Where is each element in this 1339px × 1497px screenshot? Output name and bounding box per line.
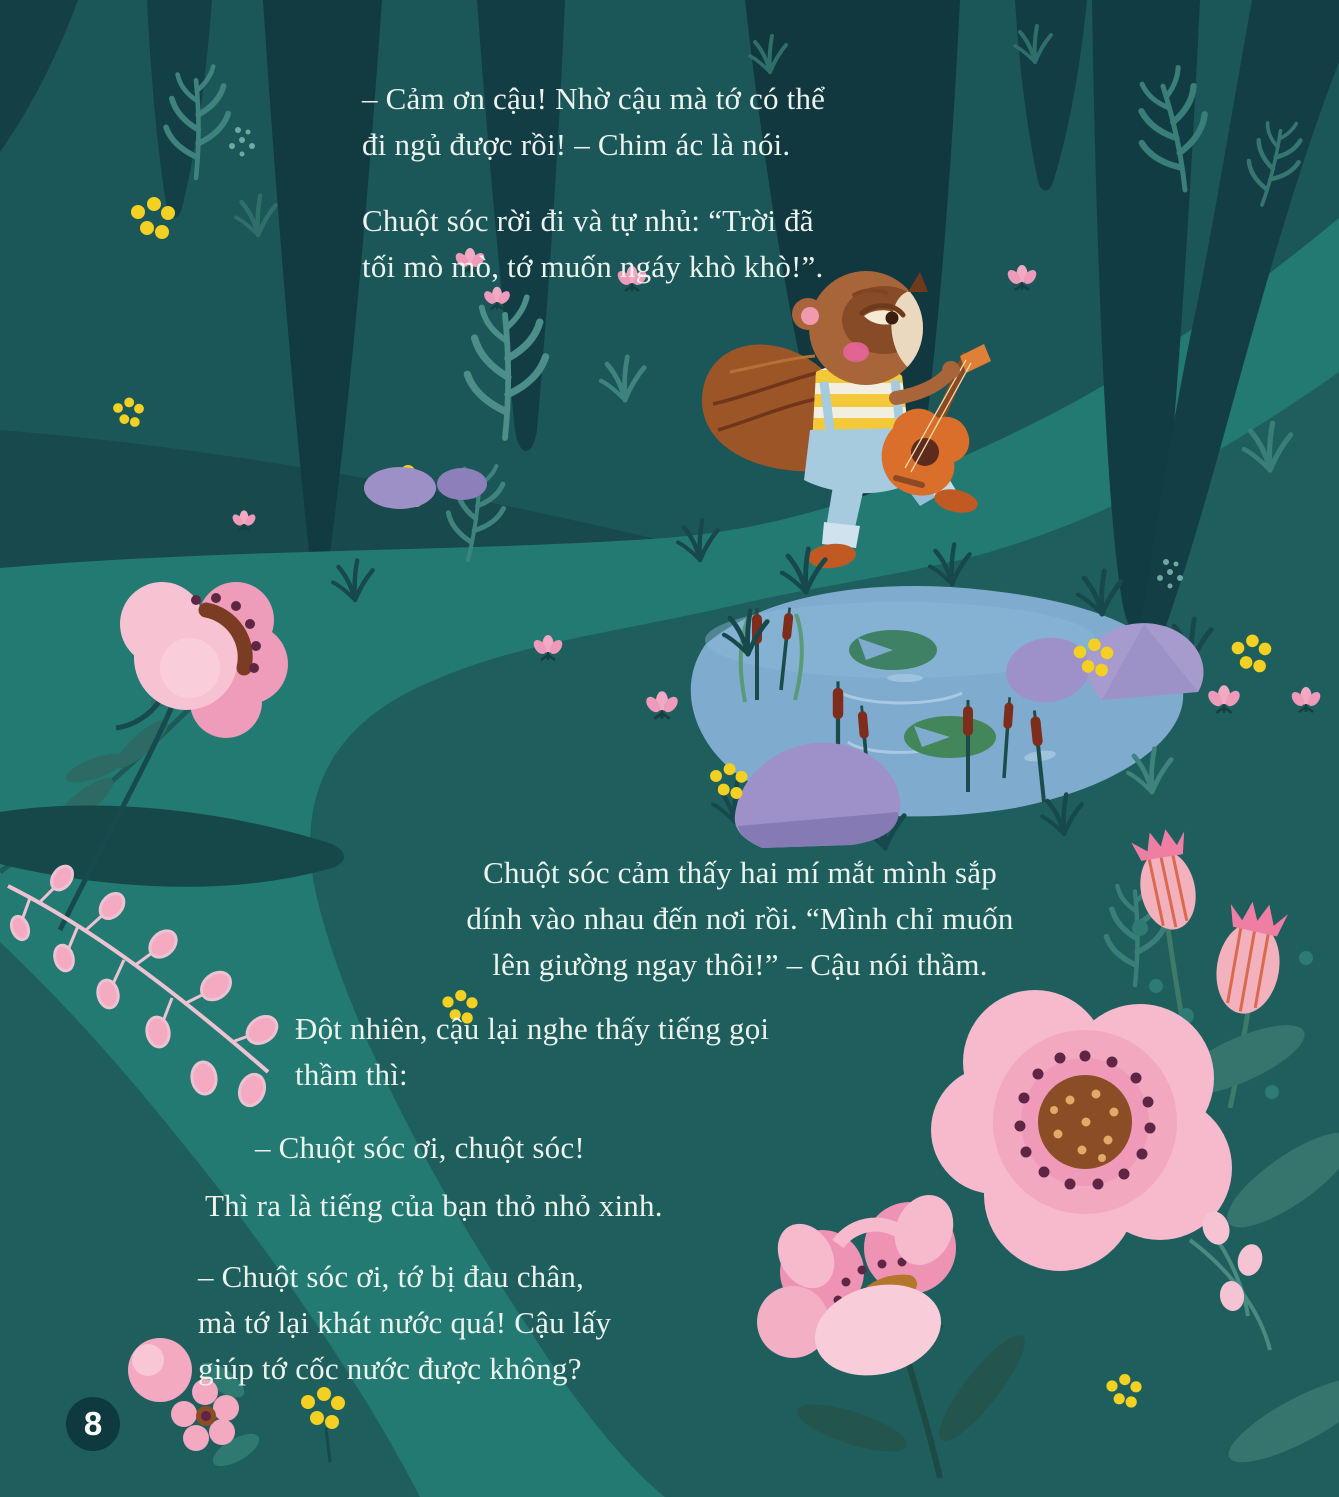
story-line: tối mò mò, tớ muốn ngáy khò khò!”. [362, 249, 824, 284]
story-line: lên giường ngay thôi!” – Cậu nói thầm. [492, 947, 988, 982]
story-line: giúp tớ cốc nước được không? [198, 1351, 582, 1386]
paragraph-6 [205, 1183, 663, 1229]
paragraph-4 [295, 1006, 769, 1098]
paragraph-7 [198, 1254, 611, 1392]
story-line: – Cảm ơn cậu! Nhờ cậu mà tớ có thể [362, 81, 826, 116]
paragraph-3 [370, 850, 1110, 988]
paragraph-2 [362, 198, 823, 290]
lily-pad [904, 716, 996, 758]
story-line: – Chuột sóc ơi, chuột sóc! [255, 1130, 585, 1165]
story-line: Thì ra là tiếng của bạn thỏ nhỏ xinh. [205, 1188, 663, 1223]
lily-pad [849, 630, 937, 670]
story-line: Đột nhiên, cậu lại nghe thấy tiếng gọi [295, 1011, 770, 1046]
story-line: mà tớ lại khát nước quá! Cậu lấy [198, 1305, 612, 1340]
page-number: 8 [83, 1405, 103, 1442]
story-line: thầm thì: [295, 1057, 408, 1092]
story-line: dính vào nhau đến nơi rồi. “Mình chỉ muốn [466, 901, 1014, 936]
page-number-badge [66, 1397, 120, 1451]
story-line: Chuột sóc cảm thấy hai mí mắt mình sắp [483, 855, 997, 890]
story-line: Chuột sóc rời đi và tự nhủ: “Trời đã [362, 203, 814, 238]
story-line: đi ngủ được rồi! – Chim ác là nói. [362, 127, 791, 162]
paragraph-1 [362, 76, 825, 168]
story-line: – Chuột sóc ơi, tớ bị đau chân, [198, 1259, 584, 1294]
paragraph-5 [255, 1125, 585, 1171]
